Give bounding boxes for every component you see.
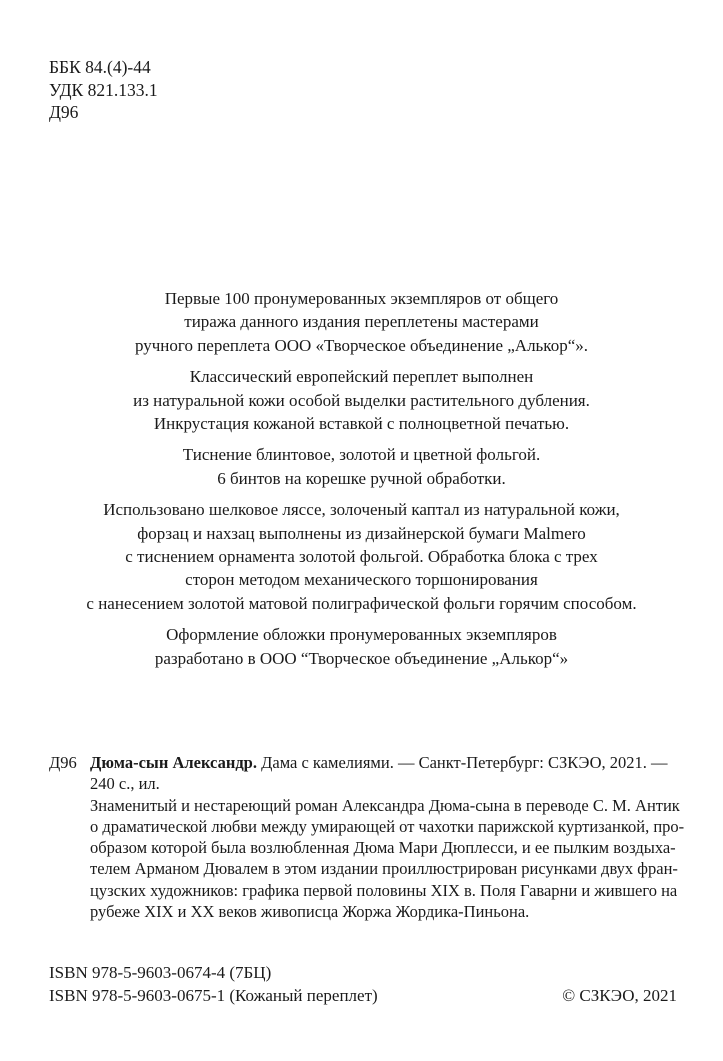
bbk-code: ББК 84.(4)-44 bbox=[49, 57, 151, 77]
isbn-first: ISBN 978-5-9603-0674-4 (7БЦ) bbox=[49, 963, 272, 982]
colophon-line: Оформление обложки пронумерованных экземпляров bbox=[166, 625, 557, 645]
classification-codes bbox=[49, 56, 158, 124]
colophon-paragraph-numbered-copies bbox=[40, 287, 683, 357]
colophon-paragraph-materials bbox=[40, 498, 683, 615]
isbn-block bbox=[49, 962, 378, 1007]
annotation-line: Знаменитый и нестареющий роман Александра Дюма-сына в переводе С. М. Антик bbox=[90, 795, 680, 815]
copyright-notice: © СЗКЭО, 2021 bbox=[562, 986, 677, 1005]
isbn-second: ISBN 978-5-9603-0675-1 (Кожаный переплет) bbox=[49, 985, 378, 1005]
colophon-line: с тиснением орнамента золотой фольгой. Обработка блока с трех bbox=[125, 547, 598, 567]
annotation-line: цузских художников: графика первой половины XIX в. Поля Гаварни и жившего на bbox=[90, 880, 678, 900]
udk-code: УДК 821.133.1 bbox=[49, 79, 158, 100]
colophon-paragraph-embossing bbox=[40, 443, 683, 490]
annotation-line: телем Арманом Дювалем в этом издании проиллюстрирован рисунками двух фран- bbox=[90, 859, 678, 879]
colophon-line: тиража данного издания переплетены мастерами bbox=[184, 312, 539, 332]
catalog-index: Д96 bbox=[49, 753, 77, 772]
catalog-description bbox=[90, 752, 684, 922]
colophon-line: Классический европейский переплет выполнен bbox=[189, 367, 534, 387]
colophon-line: ручного переплета ООО «Творческое объединение „Алькор“». bbox=[134, 335, 588, 355]
colophon-paragraph-cover-design bbox=[40, 623, 683, 670]
colophon-line: Инкрустация кожаной вставкой с полноцветной печатью. bbox=[153, 414, 570, 434]
colophon-line: форзац и нахзац выполнены из дизайнерской бумаги Malmero bbox=[137, 523, 586, 543]
colophon-line: Тиснение блинтовое, золотой и цветной фольгой. bbox=[182, 445, 541, 465]
author-mark: Д96 bbox=[49, 102, 79, 122]
colophon-line: с нанесением золотой матовой полиграфической фольги горячим способом. bbox=[86, 593, 637, 613]
catalog-pages: 240 с., ил. bbox=[90, 774, 160, 794]
catalog-author: Дюма-сын Александр. bbox=[90, 753, 257, 772]
annotation-line: рубеже XIX и XX веков живописца Жоржа Жордика-Пиньона. bbox=[90, 902, 530, 922]
colophon-line: Использовано шелковое ляссе, золоченый каптал из натуральной кожи, bbox=[103, 500, 620, 520]
annotation-line: образом которой была возлюбленная Дюма Мари Дюплесси, и ее пылким воздыха- bbox=[90, 838, 676, 858]
catalog-title-rest: Дама с камелиями. — Санкт-Петербург: СЗКЭО, 2021. — bbox=[256, 753, 668, 772]
colophon-block bbox=[40, 287, 683, 678]
colophon-line: сторон методом механического торшонирования bbox=[185, 570, 538, 590]
colophon-line: 6 бинтов на корешке ручной обработки. bbox=[217, 468, 506, 488]
colophon-paragraph-binding bbox=[40, 365, 683, 435]
colophon-line: разработано в ООО “Творческое объединение „Алькор“» bbox=[154, 648, 569, 668]
colophon-line: Первые 100 пронумерованных экземпляров от общего bbox=[164, 289, 559, 308]
colophon-line: из натуральной кожи особой выделки растительного дубления. bbox=[133, 390, 590, 410]
catalog-title-line bbox=[90, 752, 684, 773]
annotation-line: о драматической любви между умирающей от чахотки парижской куртизанкой, про- bbox=[90, 816, 685, 836]
